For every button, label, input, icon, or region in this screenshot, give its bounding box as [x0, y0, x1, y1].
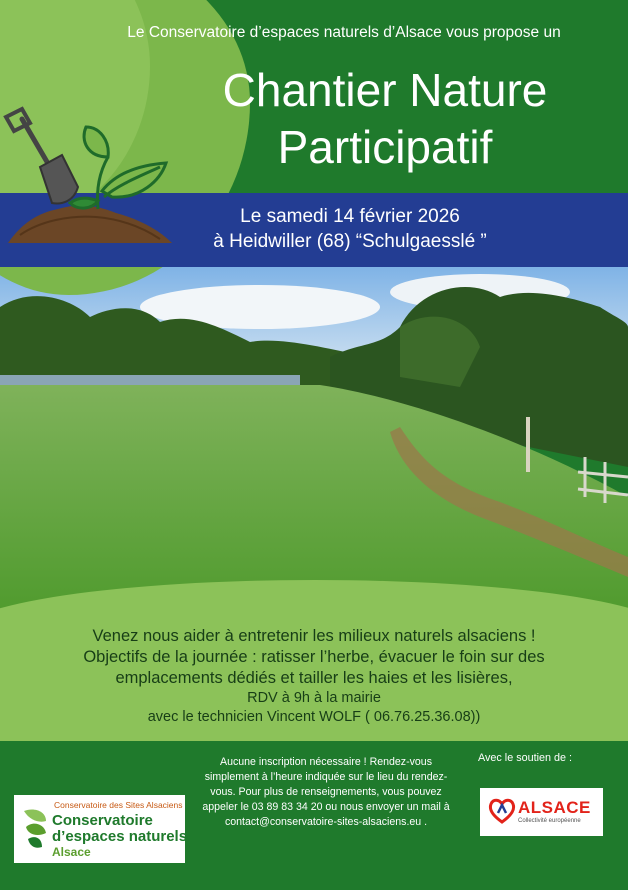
alsace-logo-word: ALSACE	[518, 798, 591, 817]
title-line-2: Participatif	[277, 121, 493, 173]
alsace-logo-subtitle: Collectivité européenne	[518, 818, 581, 824]
cen-logo-line-3: Alsace	[52, 845, 91, 859]
sprout-icon	[70, 127, 166, 209]
description	[20, 626, 608, 727]
alsace-logo	[480, 788, 603, 836]
meadow-photo	[0, 267, 628, 623]
description-line-5: avec le technicien Vincent WOLF ( 06.76.25.36.08))	[147, 709, 481, 725]
page-title	[160, 62, 610, 176]
description-line-4: RDV à 9h à la mairie	[247, 690, 381, 706]
intro-text: Le Conservatoire d’espaces naturels d’Alsace vous propose un	[127, 24, 561, 41]
footer-info-line-1: Aucune inscription nécessaire ! Rendez-vous	[220, 756, 432, 768]
footer-info-line-4: appeler le 03 89 83 34 20 ou nous envoyer un mail à	[202, 801, 450, 813]
cen-logo-top: Conservatoire des Sites Alsaciens	[54, 800, 183, 810]
date-location	[150, 204, 550, 254]
footer-info-line-3: vous. Pour plus de renseignements, vous pouvez	[210, 786, 442, 798]
description-line-1: Venez nous aider à entretenir les milieux naturels alsaciens !	[92, 627, 536, 645]
soil-mound-icon	[8, 206, 172, 243]
support-label: Avec le soutien de :	[478, 752, 573, 764]
description-line-2: Objectifs de la journée : ratisser l’herbe, évacuer le foin sur des	[83, 648, 545, 666]
cen-logo-line-2: d’espaces naturels	[52, 828, 188, 845]
cen-logo-line-1: Conservatoire	[52, 812, 153, 829]
cen-leaf-icon	[20, 805, 50, 853]
event-location: à Heidwiller (68) “Schulgaesslé ”	[213, 231, 487, 252]
footer-info-line-2: simplement à l’heure indiquée sur le lieu du rendez-	[204, 771, 448, 783]
cen-alsace-logo	[14, 795, 188, 863]
shovel-icon	[6, 109, 78, 203]
title-line-1: Chantier Nature	[222, 64, 548, 116]
event-date: Le samedi 14 février 2026	[240, 206, 460, 227]
footer-info	[196, 755, 456, 830]
footer-info-line-5: contact@conservatoire-sites-alsaciens.eu .	[224, 816, 428, 828]
alsace-heart-icon	[488, 797, 516, 825]
description-line-3: emplacements dédiés et tailler les haies et les lisières,	[115, 669, 513, 687]
